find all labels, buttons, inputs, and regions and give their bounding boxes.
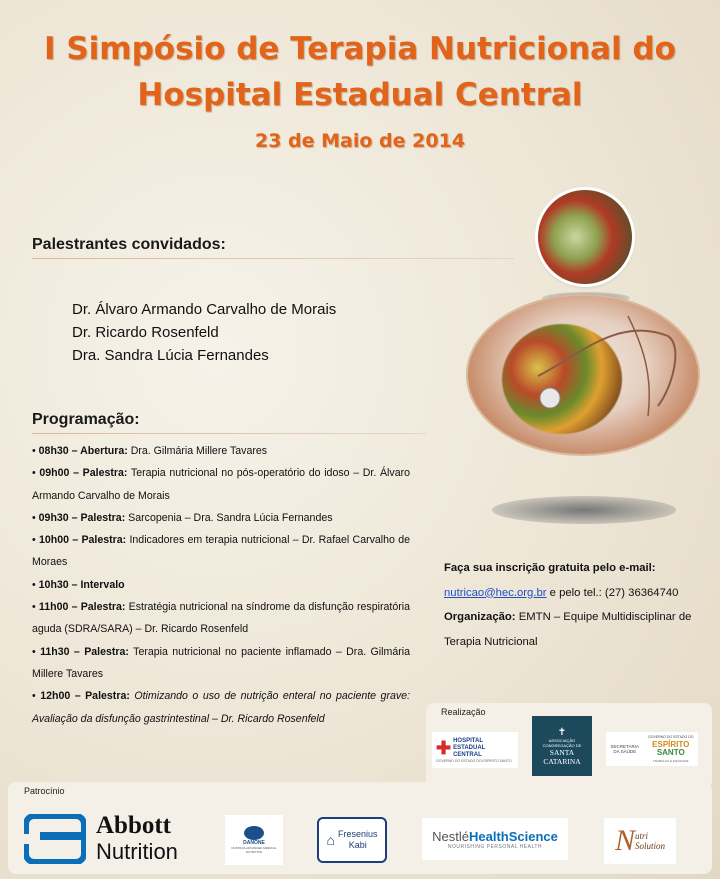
nutri-solution-logo: N utri Solution bbox=[604, 818, 676, 864]
phone-text: e pelo tel.: (27) 36364740 bbox=[546, 586, 679, 599]
abbott-symbol-icon bbox=[24, 814, 86, 864]
speaker-name: Dra. Sandra Lúcia Fernandes bbox=[72, 347, 269, 364]
divider bbox=[32, 433, 426, 434]
title-line-1: I Simpósio de Terapia Nutricional do bbox=[44, 31, 676, 67]
patrocinio-label: Patrocínio bbox=[24, 786, 65, 796]
hospital-estadual-central-logo: ✚ HOSPITAL ESTADUAL CENTRAL GOVERNO DO ESTADO DO ESPÍRITO SANTO bbox=[432, 732, 518, 768]
fresenius-kabi-logo: ⌂ Fresenius Kabi bbox=[317, 818, 387, 862]
speaker-name: Dr. Ricardo Rosenfeld bbox=[72, 324, 219, 341]
santa-catarina-logo: ✝ ASSOCIAÇÃO CONGREGAÇÃO DE SANTA CATARINA bbox=[532, 716, 592, 776]
iv-tube-icon bbox=[468, 296, 698, 454]
cross-icon: ✝ bbox=[557, 726, 567, 738]
danone-nutricia-logo: DANONE NUTRICIA ADVANCED MEDICAL NUTRITION bbox=[225, 815, 283, 865]
program-item: • 09h00 – Palestra: Terapia nutricional no pós-operatório do idoso – Dr. Álvaro Armando Carvalho de Morais bbox=[32, 467, 411, 502]
program-list bbox=[32, 440, 410, 730]
program-item: • 08h30 – Abertura: Dra. Gilmária Millere Tavares bbox=[32, 445, 268, 457]
registration-heading: Faça sua inscrição gratuita pelo e-mail: bbox=[444, 562, 656, 574]
event-title bbox=[0, 26, 720, 118]
realizacao-label: Realização bbox=[441, 707, 486, 717]
organization-text: EMTN – Equipe Multidisciplinar de Terapia Nutricional bbox=[444, 611, 692, 648]
program-item: • 12h00 – Palestra: Otimizando o uso de nutrição enteral no paciente grave: Avaliação da disfunção gastrintestinal – Dr. Ricardo Rosenfeld bbox=[32, 690, 410, 725]
program-item: • 11h00 – Palestra: Estratégia nutricional na síndrome da disfunção respiratória aguda (SDRA/SARA) – Dr. Ricardo Rosenfeld bbox=[32, 601, 410, 636]
speakers-list bbox=[72, 298, 336, 367]
fresenius-icon: ⌂ bbox=[326, 832, 335, 848]
speaker-name: Dr. Álvaro Armando Carvalho de Morais bbox=[72, 301, 337, 318]
speakers-heading: Palestrantes convidados: bbox=[32, 236, 226, 253]
registration-info bbox=[444, 556, 714, 654]
governo-espirito-santo-logo: SECRETARIA DA SAÚDE GOVERNO DO ESTADO DO ESPÍRITO SANTO TRABALHO E EQUIDADE bbox=[606, 732, 698, 766]
photo-shadow-large bbox=[492, 496, 676, 524]
program-heading: Programação: bbox=[32, 411, 140, 428]
program-item: • 11h30 – Palestra: Terapia nutricional no paciente inflamado – Dra. Gilmária Millere Tavares bbox=[32, 645, 410, 680]
nutrition-photo-large bbox=[468, 296, 698, 454]
event-date: 23 de Maio de 2014 bbox=[254, 130, 466, 152]
program-item: • 09h30 – Palestra: Sarcopenia – Dra. Sandra Lúcia Fernandes bbox=[32, 511, 333, 524]
program-item: • 10h00 – Palestra: Indicadores em terapia nutricional – Dr. Rafael Carvalho de Moraes bbox=[32, 534, 410, 569]
vegetables-photo-small bbox=[538, 190, 632, 284]
organization-label: Organização: bbox=[444, 611, 516, 623]
divider bbox=[32, 258, 514, 259]
nestle-health-science-logo: NestléHealthScience NOURISHING PERSONAL HEALTH bbox=[422, 818, 568, 860]
email-link[interactable]: nutricao@hec.org.br bbox=[444, 586, 547, 599]
program-item: • 10h30 – Intervalo bbox=[32, 578, 125, 591]
danone-icon bbox=[244, 826, 264, 840]
abbott-nutrition-logo: Abbott Nutrition bbox=[24, 812, 196, 866]
title-line-2: Hospital Estadual Central bbox=[137, 77, 583, 113]
red-cross-icon: ✚ bbox=[436, 738, 452, 758]
